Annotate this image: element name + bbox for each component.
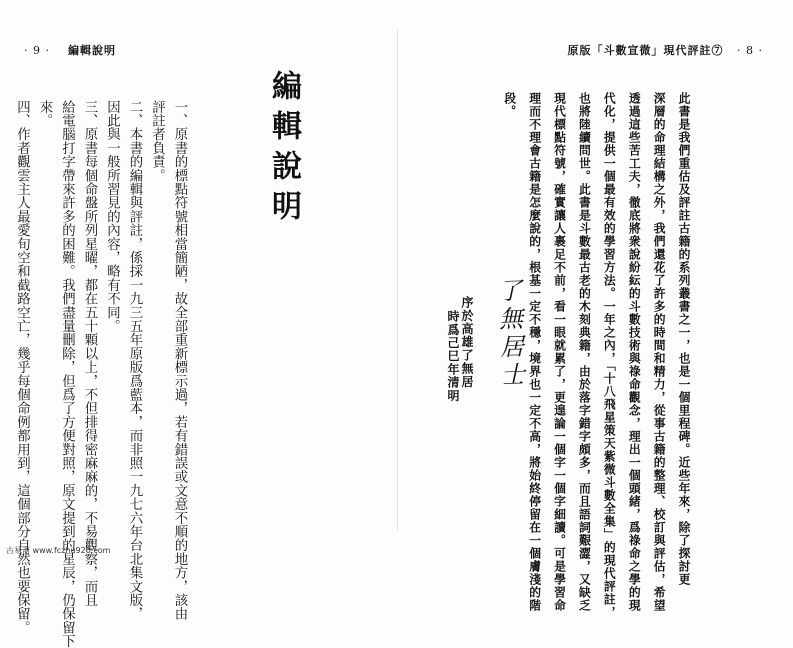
note-line: 二、本書的編輯與評註，係採一九三五年原版爲藍本，而非照一九七六年台北集文版，: [127, 100, 142, 621]
right-page-header: [568, 42, 764, 58]
left-page-number: · 9 ·: [24, 44, 50, 57]
note-line: 評註者負責。: [149, 100, 165, 183]
right-running-title: 原版「斗數宣微」現代評註⑦: [567, 44, 724, 57]
note-line: 因此與一般所習見的內容，略有不同。: [104, 100, 120, 333]
note-line: 三、原書每個命盤所列星曜，都在五十顆以上，不但排得密麻麻的，不易觀察，而且: [82, 100, 97, 607]
left-page-header: [24, 42, 116, 58]
preface-line: 現代標點符號，確實讓人裹足不前，看一眼就累了，更遑論一個字一個字細讀。可是學習命: [552, 92, 567, 612]
preface-line: 理而不理會古籍是怎麼說的，根基一定不穩，境界也一定不高，將始終停留在一個膚淺的階: [527, 92, 542, 612]
right-page-number: · 8 ·: [737, 44, 763, 57]
preface-line: 也將陸續問世。此書是斗數最古老的木刻典籍，由於落字錯字頗多，而且語詞艱澀，又缺乏: [577, 92, 592, 612]
site-watermark: 古易斋 www.fczhu920.com: [6, 546, 111, 555]
preface-line: 段。: [502, 92, 517, 118]
preface-line: 此書是我們重估及評註古籍的系列叢書之一，也是一個里程碑。近些年來，除了探討更: [677, 92, 691, 586]
note-line: 一、原書的標點符號相當簡陋，故全部重新標示過，若有錯誤或文意不順的地方，該由: [172, 100, 187, 621]
preface-body: [495, 92, 689, 619]
left-running-title: 編輯說明: [68, 44, 116, 57]
note-line: 給電腦打字帶來許多的困難。我們盡量刪除，但爲了方便對照，原文提到的星辰，仍保留下: [59, 100, 75, 648]
editorial-notes-title: 編輯說明: [266, 70, 301, 230]
preface-line: 代化，提供一個最有效的學習方法。一年之內，「十八飛星策天紫微斗數全集」的現代評註，: [602, 92, 617, 620]
note-line: 四、作者觀雲主人最愛旬空和截路空亡，幾乎每個命例都用到，這個部分自然也要保留。: [14, 100, 30, 635]
preface-line: 深層的命理結構之外，我們還花了許多的時間和精力，從事古籍的整理、校訂與評估，希望: [652, 92, 667, 612]
note-line: 來。: [37, 100, 52, 128]
author-signature: 了無居士: [493, 277, 525, 391]
preface-byline: 序於高雄了無居: [460, 296, 474, 389]
preface-line: 透過這些苦工夫，徹底將衆說紛紜的斗數技術與祿命觀念，理出一個頭緒，爲祿命之學的現: [627, 92, 642, 612]
editorial-notes-body: [11, 100, 186, 648]
preface-date: 時爲己巳年清明: [446, 310, 460, 403]
